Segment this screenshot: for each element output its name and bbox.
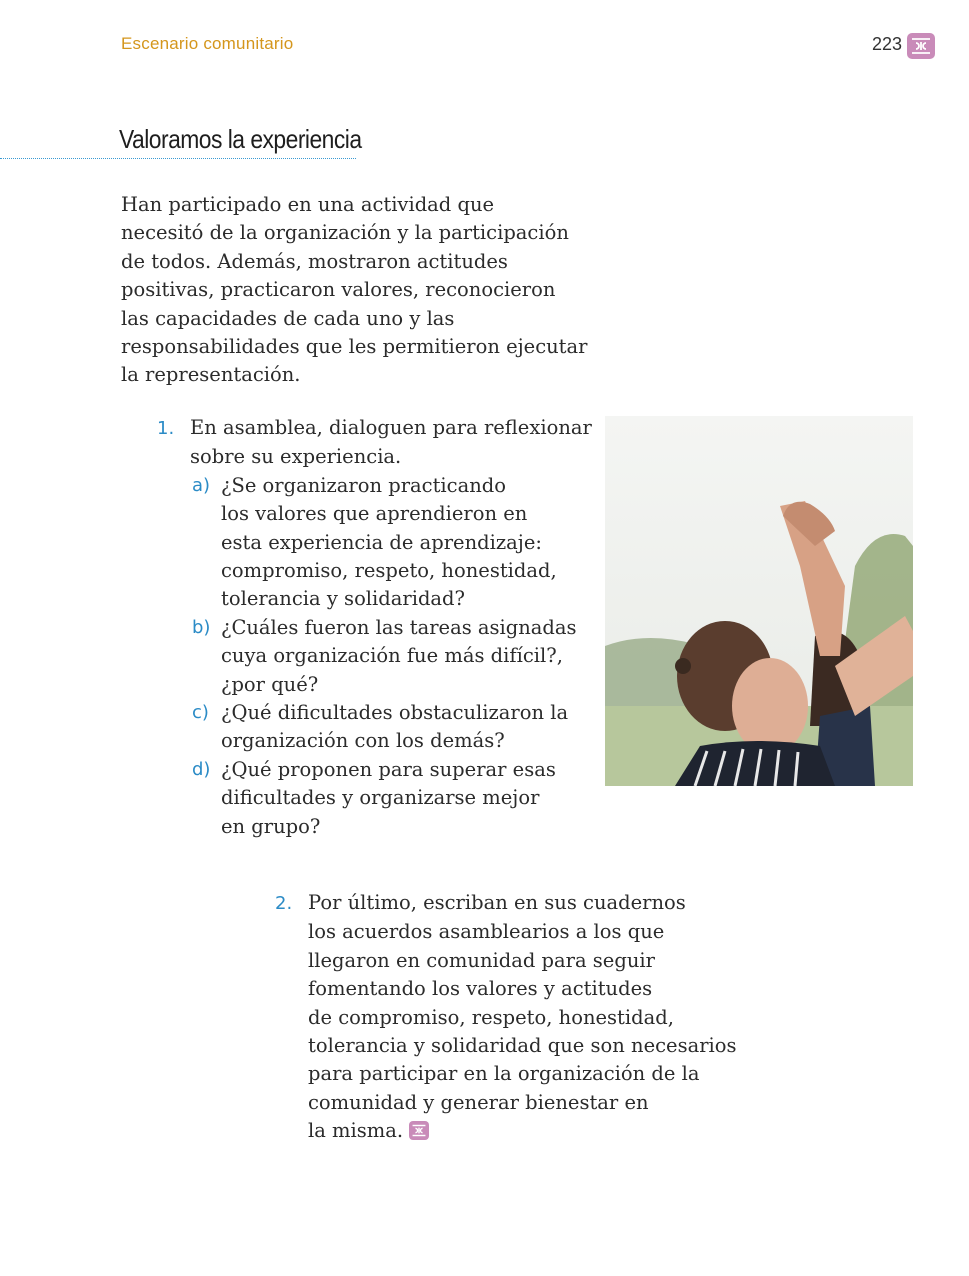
title-divider [0,158,356,159]
section-title: Valoramos la experiencia [119,124,362,154]
end-glyph-icon [409,1121,429,1140]
subquestion-c: c) ¿Qué dificultades obstaculizaron la organización con los demás? [192,701,569,753]
subquestion-d: d) ¿Qué proponen para superar esas dificultades y organizarse mejor en grupo? [192,757,556,838]
question-number: 1. [157,418,175,439]
decorative-glyph-icon [907,33,935,59]
subquestion-a: a) ¿Se organizaron practicando los valores que aprendieron en esta experiencia de aprendizaje: compromiso, respeto, honestidad, tolerancia y solidaridad? [192,473,557,611]
subquestion-b: b) ¿Cuáles fueron las tareas asignadas cuya organización fue más difícil?, ¿por qué? [192,615,577,696]
photo-people-raising-hands [605,416,913,786]
section-label: Escenario comunitario [121,34,294,53]
intro-paragraph: Han participado en una actividad que necesitó de la organización y la participación de todos. Además, mostraron actitudes positivas, practicaron valores, reconocieron las capacidades de cada uno y las responsabilidades que les permitieron ejecutar la representación. [121,193,588,387]
question-2: 2. Por último, escriban en sus cuadernos los acuerdos asamblearios a los que llegaron en comunidad para seguir fomentando los valores y actitudes de compromiso, respeto, honestidad, tolerancia y solidaridad que son necesarios para participar en la organización de la comunidad y generar bienestar en la misma. [275,891,737,1143]
question-number: 2. [275,893,293,914]
page-number: 223 [872,34,903,54]
question-1: 1. En asamblea, dialoguen para reflexionar sobre su experiencia. a) ¿Se organizaron practicando los valores que aprendieron en esta experiencia de aprendizaje: compromiso, respeto, honestidad, tolerancia y solidaridad? b) ¿Cuáles fueron las tareas asignadas cuya organización fue más difícil?, ¿por qué? c) ¿Qué dificultades obstaculizaron la organización con los demás? d) ¿Qué proponen para superar esas dificultades y organizarse mejor en grupo? [157,414,602,841]
